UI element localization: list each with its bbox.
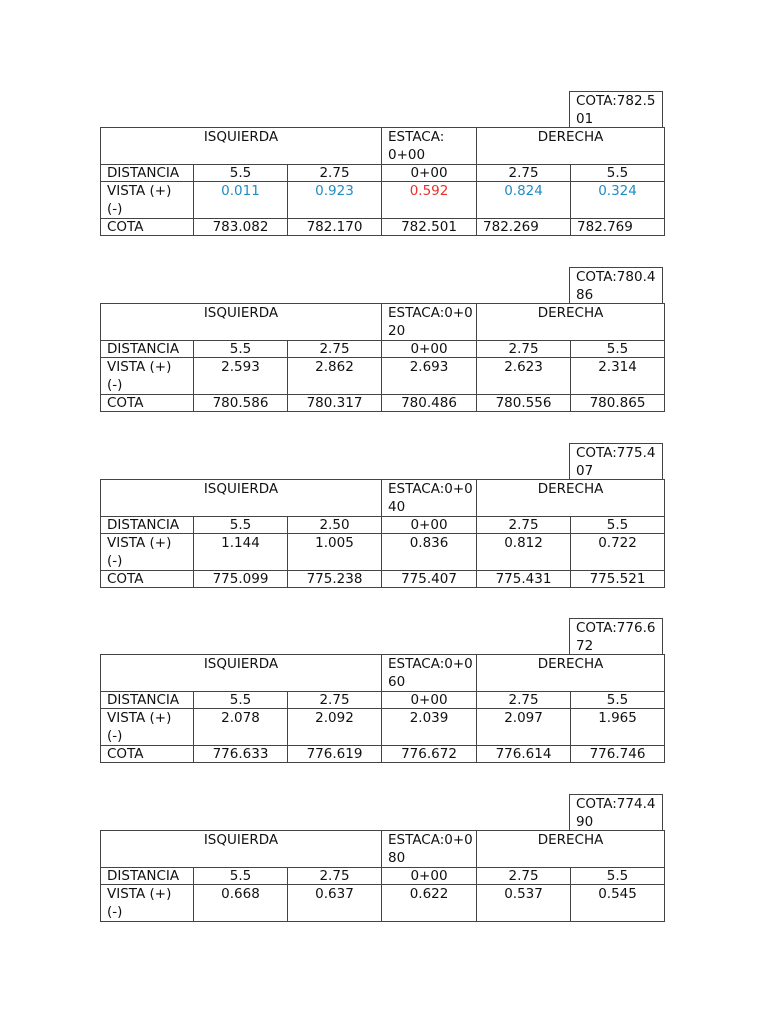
cota-cell: 780.317 [288, 395, 382, 412]
leveling-table [100, 127, 665, 236]
row-label-vista: VISTA (+) (-) [101, 182, 194, 219]
row-label-vista: VISTA (+) (-) [101, 709, 194, 746]
table-row [101, 868, 665, 885]
table-row [101, 358, 665, 395]
distance-cell: 2.50 [288, 517, 382, 534]
right-side-header: DERECHA [477, 831, 665, 868]
vista-cell: 2.623 [477, 358, 571, 395]
vista-cell: 0.668 [194, 885, 288, 922]
row-label-cota: COTA [101, 571, 194, 588]
distance-cell: 5.5 [194, 341, 288, 358]
distance-cell: 5.5 [571, 868, 665, 885]
estaca-header: ESTACA:0+080 [382, 831, 477, 868]
table-row [101, 341, 665, 358]
row-label-vista: VISTA (+) (-) [101, 358, 194, 395]
row-label-vista: VISTA (+) (-) [101, 534, 194, 571]
table-header-row [101, 304, 665, 341]
left-side-header: ISQUIERDA [101, 304, 382, 341]
row-label-cota: COTA [101, 746, 194, 763]
cota-cell: 775.407 [382, 571, 477, 588]
table-row [101, 885, 665, 922]
table-row [101, 182, 665, 219]
vista-cell: 2.693 [382, 358, 477, 395]
distance-cell: 2.75 [477, 517, 571, 534]
cota-reference-label: COTA:782.501 [569, 91, 663, 127]
vista-cell: 0.592 [382, 182, 477, 219]
cota-cell: 775.238 [288, 571, 382, 588]
cota-cell: 776.633 [194, 746, 288, 763]
cota-cell: 780.865 [571, 395, 665, 412]
cota-cell: 775.521 [571, 571, 665, 588]
distance-cell: 5.5 [571, 517, 665, 534]
leveling-table [100, 830, 665, 922]
leveling-table [100, 303, 665, 412]
row-label-distancia: DISTANCIA [101, 165, 194, 182]
distance-cell: 5.5 [194, 517, 288, 534]
left-side-header: ISQUIERDA [101, 480, 382, 517]
cota-reference-label: COTA:780.486 [569, 267, 663, 303]
leveling-table [100, 479, 665, 588]
distance-cell: 2.75 [288, 165, 382, 182]
table-header-row [101, 128, 665, 165]
table-row [101, 709, 665, 746]
left-side-header: ISQUIERDA [101, 655, 382, 692]
vista-cell: 2.314 [571, 358, 665, 395]
vista-cell: 0.537 [477, 885, 571, 922]
vista-cell: 2.092 [288, 709, 382, 746]
vista-cell: 0.812 [477, 534, 571, 571]
table-row [101, 746, 665, 763]
cota-cell: 776.672 [382, 746, 477, 763]
distance-cell: 5.5 [571, 165, 665, 182]
cota-cell: 775.099 [194, 571, 288, 588]
vista-cell: 0.722 [571, 534, 665, 571]
distance-cell: 5.5 [571, 692, 665, 709]
right-side-header: DERECHA [477, 655, 665, 692]
row-label-cota: COTA [101, 219, 194, 236]
distance-cell: 2.75 [288, 341, 382, 358]
cota-reference-label: COTA:775.407 [569, 443, 663, 479]
cota-cell: 780.486 [382, 395, 477, 412]
cota-cell: 782.170 [288, 219, 382, 236]
cota-cell: 783.082 [194, 219, 288, 236]
cota-cell: 782.501 [382, 219, 477, 236]
vista-cell: 0.011 [194, 182, 288, 219]
distance-cell: 2.75 [477, 341, 571, 358]
vista-cell: 2.039 [382, 709, 477, 746]
row-label-distancia: DISTANCIA [101, 868, 194, 885]
distance-cell: 5.5 [571, 341, 665, 358]
cota-cell: 780.586 [194, 395, 288, 412]
distance-cell: 2.75 [288, 692, 382, 709]
table-header-row [101, 480, 665, 517]
table-row [101, 219, 665, 236]
row-label-vista: VISTA (+) (-) [101, 885, 194, 922]
vista-cell: 0.836 [382, 534, 477, 571]
table-header-row [101, 655, 665, 692]
vista-cell: 0.324 [571, 182, 665, 219]
distance-cell: 5.5 [194, 868, 288, 885]
table-row [101, 165, 665, 182]
left-side-header: ISQUIERDA [101, 128, 382, 165]
row-label-distancia: DISTANCIA [101, 517, 194, 534]
vista-cell: 2.593 [194, 358, 288, 395]
distance-cell: 2.75 [288, 868, 382, 885]
cota-cell: 780.556 [477, 395, 571, 412]
table-row [101, 571, 665, 588]
leveling-table [100, 654, 665, 763]
table-row [101, 395, 665, 412]
distance-cell: 0+00 [382, 341, 477, 358]
right-side-header: DERECHA [477, 128, 665, 165]
cota-reference-label: COTA:776.672 [569, 618, 663, 654]
left-side-header: ISQUIERDA [101, 831, 382, 868]
cota-cell: 782.769 [571, 219, 665, 236]
vista-cell: 2.097 [477, 709, 571, 746]
distance-cell: 0+00 [382, 868, 477, 885]
right-side-header: DERECHA [477, 480, 665, 517]
estaca-header: ESTACA:0+040 [382, 480, 477, 517]
distance-cell: 2.75 [477, 692, 571, 709]
cota-cell: 776.614 [477, 746, 571, 763]
vista-cell: 0.923 [288, 182, 382, 219]
cota-cell: 776.746 [571, 746, 665, 763]
cota-cell: 776.619 [288, 746, 382, 763]
row-label-distancia: DISTANCIA [101, 341, 194, 358]
vista-cell: 0.824 [477, 182, 571, 219]
cota-cell: 782.269 [477, 219, 571, 236]
vista-cell: 0.622 [382, 885, 477, 922]
distance-cell: 0+00 [382, 517, 477, 534]
estaca-header: ESTACA:0+020 [382, 304, 477, 341]
row-label-distancia: DISTANCIA [101, 692, 194, 709]
table-row [101, 517, 665, 534]
vista-cell: 1.965 [571, 709, 665, 746]
distance-cell: 2.75 [477, 165, 571, 182]
table-header-row [101, 831, 665, 868]
cota-cell: 775.431 [477, 571, 571, 588]
vista-cell: 0.637 [288, 885, 382, 922]
table-row [101, 692, 665, 709]
distance-cell: 2.75 [477, 868, 571, 885]
estaca-header: ESTACA: 0+00 [382, 128, 477, 165]
distance-cell: 0+00 [382, 692, 477, 709]
distance-cell: 0+00 [382, 165, 477, 182]
right-side-header: DERECHA [477, 304, 665, 341]
cota-reference-label: COTA:774.490 [569, 794, 663, 830]
table-row [101, 534, 665, 571]
distance-cell: 5.5 [194, 692, 288, 709]
vista-cell: 2.078 [194, 709, 288, 746]
vista-cell: 1.005 [288, 534, 382, 571]
vista-cell: 2.862 [288, 358, 382, 395]
row-label-cota: COTA [101, 395, 194, 412]
vista-cell: 1.144 [194, 534, 288, 571]
estaca-header: ESTACA:0+060 [382, 655, 477, 692]
vista-cell: 0.545 [571, 885, 665, 922]
distance-cell: 5.5 [194, 165, 288, 182]
